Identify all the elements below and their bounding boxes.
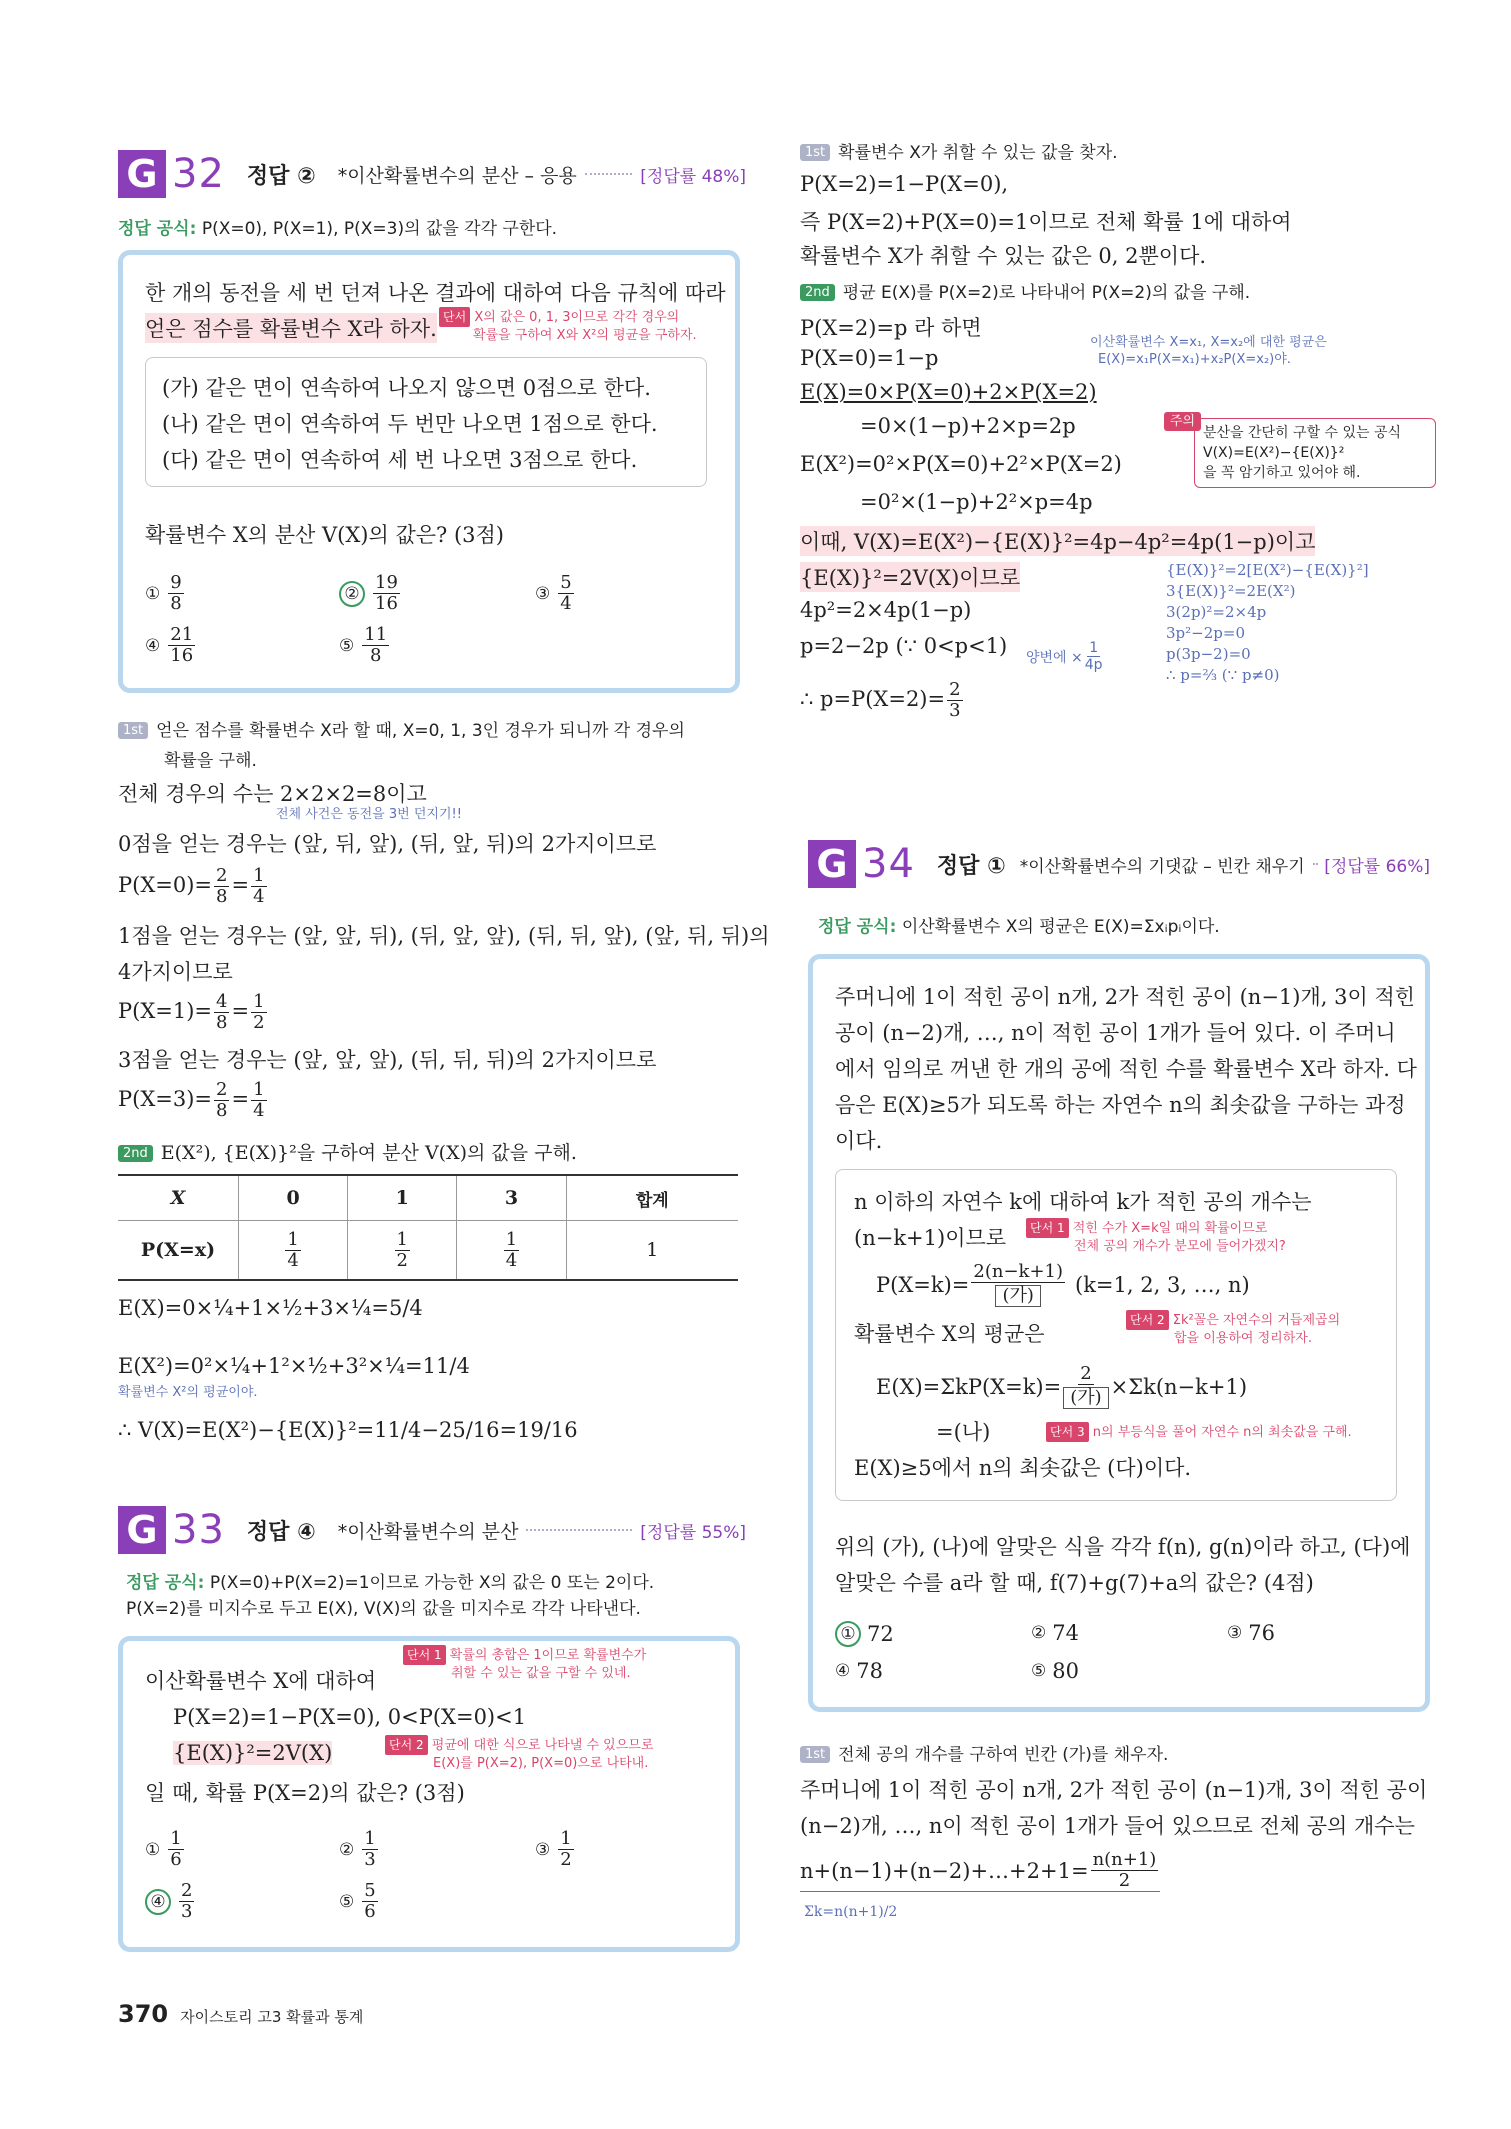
g32-p0-d2: 4 <box>253 886 265 907</box>
g32-step2-text: E(X²), {E(X)}²을 구하여 분산 V(X)의 값을 구해. <box>160 1142 577 1164</box>
g32-p1-d2: 2 <box>253 1012 265 1033</box>
g33-choice-4-den: 3 <box>181 1901 193 1922</box>
g33-hint2-line2: E(X)를 P(X=2), P(X=0)으로 나타내. <box>433 1756 649 1771</box>
g32-header <box>118 148 746 200</box>
g34-sol-s2: (n−2)개, …, n이 적힌 공이 1개가 들어 있으므로 전체 공의 개수는 <box>800 1814 1415 1838</box>
g33-sol-l13-note <box>1026 640 1105 673</box>
g33-side-line: 3p²−2p=0 <box>1166 624 1245 642</box>
g33-choice-5[interactable] <box>339 1881 380 1922</box>
g34-step1-text: 전체 공의 개수를 구하여 빈칸 (가)를 채우자. <box>838 1745 1169 1765</box>
g33-sol-l8: E(X²)=0²×P(X=0)+2²×P(X=2) <box>800 452 1122 476</box>
g33-side-line: p(3p−2)=0 <box>1166 645 1251 663</box>
g34-choice-5[interactable] <box>1031 1659 1079 1683</box>
g32-rule-na: (나) 같은 면이 연속하여 두 번만 나오면 1점으로 한다. <box>162 412 658 436</box>
g34-e-den-blank: (가) <box>1063 1387 1108 1409</box>
g33-hint1-tag: 단서 1 <box>403 1645 446 1665</box>
g33-sol-l1: P(X=2)=1−P(X=0), <box>800 172 1009 196</box>
g34-choice-4-value: 78 <box>856 1659 883 1683</box>
g34-sol-s3 <box>800 1850 1160 1892</box>
g34-choice-4-num: ④ <box>835 1661 851 1681</box>
table-cell-den: 2 <box>396 1249 408 1271</box>
g32-p1: P(X=1)= $\frac{4}{8}$ = $\frac{1}{2}$ <box>118 991 265 1033</box>
g33-hint2 <box>385 1735 653 1773</box>
g33-sol-l9: =0²×(1−p)+2²×p=4p <box>860 490 1093 514</box>
g32-p1-n1: 4 <box>216 991 228 1012</box>
g33-sol-l4: P(X=2)=p 라 하면 <box>800 316 982 340</box>
g32-choice-2-num-top: 19 <box>375 572 398 593</box>
table-cell-total: 1 <box>566 1221 738 1281</box>
g34-box-pk <box>876 1262 1250 1307</box>
g33-sol-l14 <box>800 680 965 721</box>
g34-choice-5-num: ⑤ <box>1031 1661 1047 1681</box>
g34-choice-4[interactable] <box>835 1659 883 1683</box>
g34-box-e2: =(나) <box>936 1420 991 1444</box>
g34-choice-2[interactable] <box>1031 1621 1079 1645</box>
g34-hint2-line2: 합을 이용하여 정리하자. <box>1174 1331 1312 1346</box>
g33-choice-4-num-top: 2 <box>181 1880 193 1901</box>
g32-question: 확률변수 X의 분산 V(X)의 값은? (3점) <box>145 523 504 547</box>
g32-step1-line1: 얻은 점수를 확률변수 X라 할 때, X=0, 1, 3인 경우가 되니까 각 경우의 <box>156 721 685 741</box>
g34-number: 34 <box>862 841 915 887</box>
g33-sol-l13: p=2−2p (∵ 0<p<1) <box>800 634 1008 658</box>
g32-ex2: E(X²)=0²×¼+1²×½+3²×¼=11/4 <box>118 1354 470 1378</box>
g32-p1-lhs: P(X=1)= <box>118 999 213 1023</box>
g34-header <box>808 838 1430 890</box>
g32-step2 <box>118 1138 577 1165</box>
g33-step2-text: 평균 E(X)를 P(X=2)로 나타내어 P(X=2)의 값을 구해. <box>842 283 1251 303</box>
g32-answer: 정답 ② <box>246 163 316 189</box>
g32-choice-5-num: ⑤ <box>339 635 355 656</box>
g34-pk-den-blank: (가) <box>995 1285 1040 1307</box>
g33-side-line: {E(X)}²=2[E(X²)−{E(X)}²] <box>1166 561 1369 579</box>
g34-formula <box>818 912 1220 937</box>
g34-choice-1[interactable] <box>835 1621 894 1647</box>
table-row-label: P(X=x) <box>118 1221 239 1281</box>
g33-sol-l10: 이때, V(X)=E(X²)−{E(X)}²=4p−4p²=4p(1−p)이고 <box>800 526 1315 556</box>
g34-sol-s3-note: Σk=n(n+1)/2 <box>804 1904 898 1920</box>
table-cell <box>348 1221 457 1281</box>
g32-choice-2-den: 16 <box>375 593 398 614</box>
g32-choice-3[interactable] <box>535 573 576 614</box>
g34-choice-2-num: ② <box>1031 1623 1047 1643</box>
g33-sol-l6: E(X)=0×P(X=0)+2×P(X=2) <box>800 380 1097 404</box>
g34-badge: G <box>808 840 856 888</box>
g33-problem-line4: 일 때, 확률 P(X=2)의 값은? (3점) <box>145 1781 465 1805</box>
g32-rules-box <box>145 357 707 487</box>
g33-sol-l11: {E(X)}²=2V(X)이므로 <box>800 562 1020 592</box>
g33-choice-4[interactable] <box>145 1881 196 1922</box>
g33-problem-line1: 이산확률변수 X에 대하여 <box>145 1669 377 1693</box>
g32-choice-1-num-top: 9 <box>170 572 182 593</box>
g32-sol-s1: 전체 경우의 수는 2×2×2=8이고 <box>118 782 427 806</box>
g33-note-mean-line1: 이산확률변수 X=x₁, X=x₂에 대한 평균은 <box>1090 335 1327 350</box>
g33-choice-5-num-top: 5 <box>364 1880 376 1901</box>
g33-hint2-line1: 평균에 대한 식으로 나타낼 수 있으므로 <box>431 1738 654 1753</box>
g32-p1-n2: 1 <box>253 991 265 1012</box>
g32-sol-s1-note: 전체 사건은 동전을 3번 던지기!! <box>276 807 462 822</box>
table-row <box>118 1221 738 1281</box>
g32-hint-tag: 단서 <box>439 307 470 327</box>
g34-step1 <box>800 1740 1168 1765</box>
g32-sol-s2: 0점을 얻는 경우는 (앞, 뒤, 앞), (뒤, 앞, 뒤)의 2가지이므로 <box>118 832 657 856</box>
g32-choice-4-num-top: 21 <box>170 624 194 645</box>
g33-formula-line2: P(X=2)를 미지수로 두고 E(X), V(X)의 값을 미지수로 각각 나타낸다. <box>126 1599 641 1619</box>
g33-dots <box>526 1529 632 1531</box>
g34-dots <box>1313 863 1317 865</box>
g34-hint3-tag: 단서 3 <box>1046 1422 1089 1442</box>
g33-side-line: ∴ p=⅔ (∵ p≠0) <box>1166 666 1280 684</box>
g34-formula-label: 정답 공식: <box>818 917 897 937</box>
g32-badge: G <box>118 150 166 198</box>
g34-problem-line: 주머니에 1이 적힌 공이 n개, 2가 적힌 공이 (n−1)개, 3이 적힌 <box>835 985 1416 1009</box>
g33-warn-note <box>1194 418 1436 488</box>
g34-answer: 정답 ① <box>936 853 1006 879</box>
g32-hint-line1: X의 값은 0, 1, 3이므로 각각 경우의 <box>474 310 680 325</box>
g33-warn-tag-label: 주의 <box>1164 412 1201 431</box>
g34-box-line1: n 이하의 자연수 k에 대하여 k가 적힌 공의 개수는 <box>854 1190 1312 1214</box>
g32-p0-n1: 2 <box>216 865 228 886</box>
g33-choice-1-num: ① <box>145 1839 161 1860</box>
g33-hint1-line1: 확률의 총합은 1이므로 확률변수가 <box>449 1648 647 1663</box>
g32-step1-line2: 확률을 구해. <box>164 751 257 771</box>
table-header-cell: 1 <box>348 1175 457 1221</box>
g32-p3-d2: 4 <box>253 1100 265 1121</box>
g32-choice-4-num: ④ <box>145 635 161 656</box>
g33-choice-2-den: 3 <box>364 1849 376 1870</box>
table-cell <box>457 1221 566 1281</box>
g33-l13-note-text: 양변에 × <box>1026 649 1083 666</box>
g32-choice-3-num-top: 5 <box>560 572 572 593</box>
g34-choice-2-value: 74 <box>1052 1621 1079 1645</box>
g34-hint1-tag: 단서 1 <box>1026 1218 1069 1238</box>
g33-l13-note-num: 1 <box>1089 640 1099 656</box>
g33-rate: [정답률 55%] <box>640 1522 746 1543</box>
g34-choice-5-value: 80 <box>1052 1659 1079 1683</box>
g34-process-box <box>835 1169 1397 1501</box>
g32-formula <box>118 214 746 239</box>
g32-title: *이산확률변수의 분산 – 응용 <box>337 164 577 187</box>
g32-sol-s4: 3점을 얻는 경우는 (앞, 앞, 앞), (뒤, 뒤, 뒤)의 2가지이므로 <box>118 1048 657 1072</box>
g34-problem-box <box>808 954 1430 1712</box>
g34-hint3-text: n의 부등식을 풀어 자연수 n의 최솟값을 구해. <box>1092 1425 1352 1440</box>
g32-choice-2-num: ② <box>339 581 365 607</box>
g32-p3-lhs: P(X=3)= <box>118 1087 213 1111</box>
g32-ex2-note: 확률변수 X²의 평균이야. <box>118 1385 258 1400</box>
g34-title: *이산확률변수의 기댓값 – 빈칸 채우기 <box>1019 856 1305 877</box>
g32-formula-text: P(X=0), P(X=1), P(X=3)의 값을 각각 구한다. <box>201 219 558 239</box>
g33-sol-l2: 즉 P(X=2)+P(X=0)=1이므로 전체 확률 1에 대하여 <box>800 210 1292 234</box>
g33-step2 <box>800 278 1250 303</box>
g34-e-num: 2 <box>1080 1363 1092 1384</box>
g33-choice-1-den: 6 <box>170 1849 182 1870</box>
g32-sol-s3b: 4가지이므로 <box>118 960 233 984</box>
page-number: 370 <box>118 2000 169 2028</box>
g32-choice-5-den: 8 <box>369 645 382 666</box>
g34-choice-1-num: ① <box>835 1621 861 1647</box>
g32-choice-1[interactable] <box>145 573 186 614</box>
g34-formula-text: 이산확률변수 X의 평균은 E(X)=Σxᵢpᵢ이다. <box>901 917 1220 937</box>
table-cell <box>239 1221 348 1281</box>
g33-choice-1[interactable] <box>145 1829 186 1870</box>
g34-pk-num: 2(n−k+1) <box>973 1261 1064 1282</box>
g34-choice-3-num: ③ <box>1227 1623 1243 1643</box>
g32-choice-4-den: 16 <box>170 645 194 666</box>
table-header-cell: 0 <box>239 1175 348 1221</box>
g33-choice-3-num: ③ <box>535 1839 551 1860</box>
g33-l13-note-den: 4p <box>1084 657 1103 673</box>
page-footer <box>118 2000 363 2028</box>
g34-e-rest: ×Σk(n−k+1) <box>1110 1374 1248 1399</box>
g34-hint2-tag: 단서 2 <box>1126 1310 1169 1330</box>
g32-choice-1-den: 8 <box>170 593 182 614</box>
g34-problem-line: 공이 (n−2)개, …, n이 적힌 공이 1개가 들어 있다. 이 주머니 <box>835 1021 1396 1045</box>
table-header-cell: 3 <box>457 1175 566 1221</box>
table-cell-num: 1 <box>505 1228 518 1250</box>
g33-header <box>118 1504 746 1556</box>
g33-choice-5-den: 6 <box>364 1901 376 1922</box>
g33-warn-line1: 분산을 간단히 구할 수 있는 공식 <box>1203 425 1402 441</box>
g33-problem-line2: P(X=2)=1−P(X=0), 0<P(X=0)<1 <box>173 1705 527 1729</box>
g34-problem-line: 이다. <box>835 1129 883 1153</box>
g32-choice-2[interactable] <box>339 573 402 614</box>
g33-choice-2-num: ② <box>339 1839 355 1860</box>
g33-sol-l5: P(X=0)=1−p <box>800 346 939 370</box>
g34-hint1-line2: 전체 공의 개수가 분모에 들어가겠지? <box>1074 1239 1286 1254</box>
g33-badge: G <box>118 1506 166 1554</box>
g32-choice-1-num: ① <box>145 583 161 604</box>
g32-hint <box>439 307 697 345</box>
g33-number: 33 <box>172 1507 225 1553</box>
g34-problem-line: 에서 임의로 꺼낸 한 개의 공에 적힌 수를 확률변수 X라 하자. 다 <box>835 1057 1417 1081</box>
g34-pk-range: (k=1, 2, 3, …, n) <box>1075 1272 1250 1297</box>
g34-hint3 <box>1046 1422 1352 1442</box>
g33-l14-den: 3 <box>949 700 961 721</box>
g32-p0: P(X=0)= $\frac{2}{8}$ = $\frac{1}{4}$ <box>118 865 265 907</box>
g32-p3-d1: 8 <box>216 1100 228 1121</box>
g33-sol-l12: 4p²=2×4p(1−p) <box>800 598 972 622</box>
table-cell-num: 1 <box>287 1228 299 1250</box>
g34-pk-lhs: P(X=k)= <box>876 1272 970 1297</box>
g33-step2-tag: 2nd <box>800 284 835 301</box>
g34-box-line3: 확률변수 X의 평균은 <box>854 1322 1045 1346</box>
g33-choice-1-num-top: 1 <box>170 1828 182 1849</box>
g32-p3: P(X=3)= $\frac{2}{8}$ = $\frac{1}{4}$ <box>118 1079 265 1121</box>
g32-formula-label: 정답 공식: <box>118 219 197 239</box>
g33-choice-3[interactable] <box>535 1829 576 1870</box>
g34-box-line2: (n−k+1)이므로 <box>854 1226 1007 1250</box>
g33-problem-box <box>118 1636 740 1952</box>
g32-distribution-table <box>118 1174 738 1281</box>
g32-p3-n2: 1 <box>253 1079 265 1100</box>
g33-l14-num: 2 <box>949 679 961 700</box>
g33-side-line: 3(2p)²=2×4p <box>1166 603 1267 621</box>
g33-title: *이산확률변수의 분산 <box>337 1520 519 1543</box>
g32-dots <box>585 173 633 175</box>
g32-number: 32 <box>172 151 225 197</box>
g34-sol-s3-den: 2 <box>1118 1870 1131 1891</box>
g33-choice-2-num-top: 1 <box>364 1828 376 1849</box>
g34-question-line1: 위의 (가), (나)에 알맞은 식을 각각 f(n), g(n)이라 하고, (다)에 <box>835 1535 1411 1559</box>
table-header-cell: 합계 <box>566 1175 738 1221</box>
g34-box-line4: E(X)≥5에서 n의 최솟값은 (다)이다. <box>854 1456 1192 1480</box>
g33-side-derivation <box>1166 560 1369 686</box>
g34-sol-s1: 주머니에 1이 적힌 공이 n개, 2가 적힌 공이 (n−1)개, 3이 적힌 공이 <box>800 1778 1428 1802</box>
g34-sol-s3-text: n+(n−1)+(n−2)+…+2+1= <box>800 1858 1089 1883</box>
g32-step1-tag: 1st <box>118 722 148 739</box>
g32-step2-tag: 2nd <box>118 1145 153 1162</box>
g33-formula-line1: P(X=0)+P(X=2)=1이므로 가능한 X의 값은 0 또는 2이다. <box>209 1573 655 1593</box>
g33-answer: 정답 ④ <box>246 1519 316 1545</box>
g34-hint2-line1: Σk²꼴은 자연수의 거듭제곱의 <box>1172 1313 1341 1328</box>
g33-note-mean <box>1090 334 1327 368</box>
g32-ex: E(X)=0×¼+1×½+3×¼=5/4 <box>118 1296 423 1320</box>
g34-choice-3[interactable] <box>1227 1621 1275 1645</box>
g34-question-line2: 알맞은 수를 a라 할 때, f(7)+g(7)+a의 값은? (4점) <box>835 1571 1314 1595</box>
g33-side-line: 3{E(X)}²=2E(X²) <box>1166 582 1296 600</box>
g34-sol-s3-num: n(n+1) <box>1092 1849 1157 1870</box>
g33-step1-text: 확률변수 X가 취할 수 있는 값을 찾자. <box>838 143 1118 163</box>
g32-p3-n1: 2 <box>216 1079 228 1100</box>
g33-formula-label: 정답 공식: <box>126 1573 205 1593</box>
g33-hint2-tag: 단서 2 <box>385 1735 428 1755</box>
g34-box-e <box>876 1364 1247 1409</box>
g34-e-lhs: E(X)=ΣkP(X=k)= <box>876 1374 1062 1399</box>
g32-choice-5[interactable] <box>339 625 391 666</box>
g34-hint1-line1: 적힌 수가 X=k일 때의 확률이므로 <box>1072 1221 1268 1236</box>
g32-choice-5-num-top: 11 <box>364 624 388 645</box>
g33-choice-3-den: 2 <box>560 1849 572 1870</box>
g33-choice-4-num: ④ <box>145 1889 171 1915</box>
g34-hint1 <box>1026 1218 1286 1256</box>
g32-choice-3-num: ③ <box>535 583 551 604</box>
g34-rate: [정답률 66%] <box>1324 856 1430 877</box>
g33-formula <box>126 1570 746 1622</box>
g32-choice-3-den: 4 <box>560 593 572 614</box>
g33-choice-5-num: ⑤ <box>339 1891 355 1912</box>
g33-hint1-line2: 취할 수 있는 값을 구할 수 있네. <box>451 1666 631 1681</box>
g33-step1-tag: 1st <box>800 144 830 161</box>
g34-problem-line: 음은 E(X)≥5가 되도록 하는 자연수 n의 최솟값을 구하는 과정 <box>835 1093 1406 1117</box>
table-header-row <box>118 1175 738 1221</box>
g33-hint1 <box>403 1645 646 1683</box>
g34-choice-1-value: 72 <box>867 1622 894 1646</box>
g32-p0-n2: 1 <box>253 865 265 886</box>
g34-hint2 <box>1126 1310 1340 1348</box>
g33-sol-l7: =0×(1−p)+2×p=2p <box>860 414 1076 438</box>
g33-choice-3-num-top: 1 <box>560 1828 572 1849</box>
g32-problem-line2: 얻은 점수를 확률변수 X라 하자. <box>145 313 437 343</box>
g34-choice-3-value: 76 <box>1248 1621 1275 1645</box>
g32-rule-ga: (가) 같은 면이 연속하여 나오지 않으면 0점으로 한다. <box>162 376 651 400</box>
g33-sol-l3: 확률변수 X가 취할 수 있는 값은 0, 2뿐이다. <box>800 244 1207 268</box>
g32-p0-d1: 8 <box>216 886 228 907</box>
g32-var: ∴ V(X)=E(X²)−{E(X)}²=11/4−25/16=19/16 <box>118 1418 578 1442</box>
g32-rate: [정답률 48%] <box>640 166 746 187</box>
g32-sol-s3: 1점을 얻는 경우는 (앞, 앞, 뒤), (뒤, 앞, 앞), (뒤, 뒤, 앞), (앞, 뒤, 뒤)의 <box>118 924 770 948</box>
g33-step1 <box>800 138 1118 163</box>
g33-warn-line3: 을 꼭 암기하고 있어야 해. <box>1203 465 1361 481</box>
table-cell-num: 1 <box>396 1228 408 1250</box>
g32-p0-lhs: P(X=0)= <box>118 873 213 897</box>
g32-hint-line2: 확률을 구하여 X와 X²의 평균을 구하자. <box>473 328 697 343</box>
g32-problem-line1: 한 개의 동전을 세 번 던져 나온 결과에 대하여 다음 규칙에 따라 <box>145 281 726 305</box>
book-title: 자이스토리 고3 확률과 통계 <box>180 2008 364 2026</box>
g32-rule-da: (다) 같은 면이 연속하여 세 번 나오면 3점으로 한다. <box>162 448 638 472</box>
g32-p1-d1: 8 <box>216 1012 228 1033</box>
g32-choice-4[interactable] <box>145 625 197 666</box>
g33-warn-line2: V(X)=E(X²)−{E(X)}² <box>1203 445 1345 461</box>
g33-problem-line3: {E(X)}²=2V(X) <box>173 1741 333 1765</box>
table-cell-den: 4 <box>287 1249 299 1271</box>
g34-step1-tag: 1st <box>800 1746 830 1763</box>
table-header-cell: X <box>118 1175 239 1221</box>
g32-problem-box <box>118 250 740 693</box>
g33-note-mean-line2: E(X)=x₁P(X=x₁)+x₂P(X=x₂)야. <box>1098 352 1291 367</box>
g33-l14-text: ∴ p=P(X=2)= <box>800 687 946 711</box>
table-cell-den: 4 <box>505 1249 518 1271</box>
g33-choice-2[interactable] <box>339 1829 380 1870</box>
g32-step1 <box>118 716 685 741</box>
